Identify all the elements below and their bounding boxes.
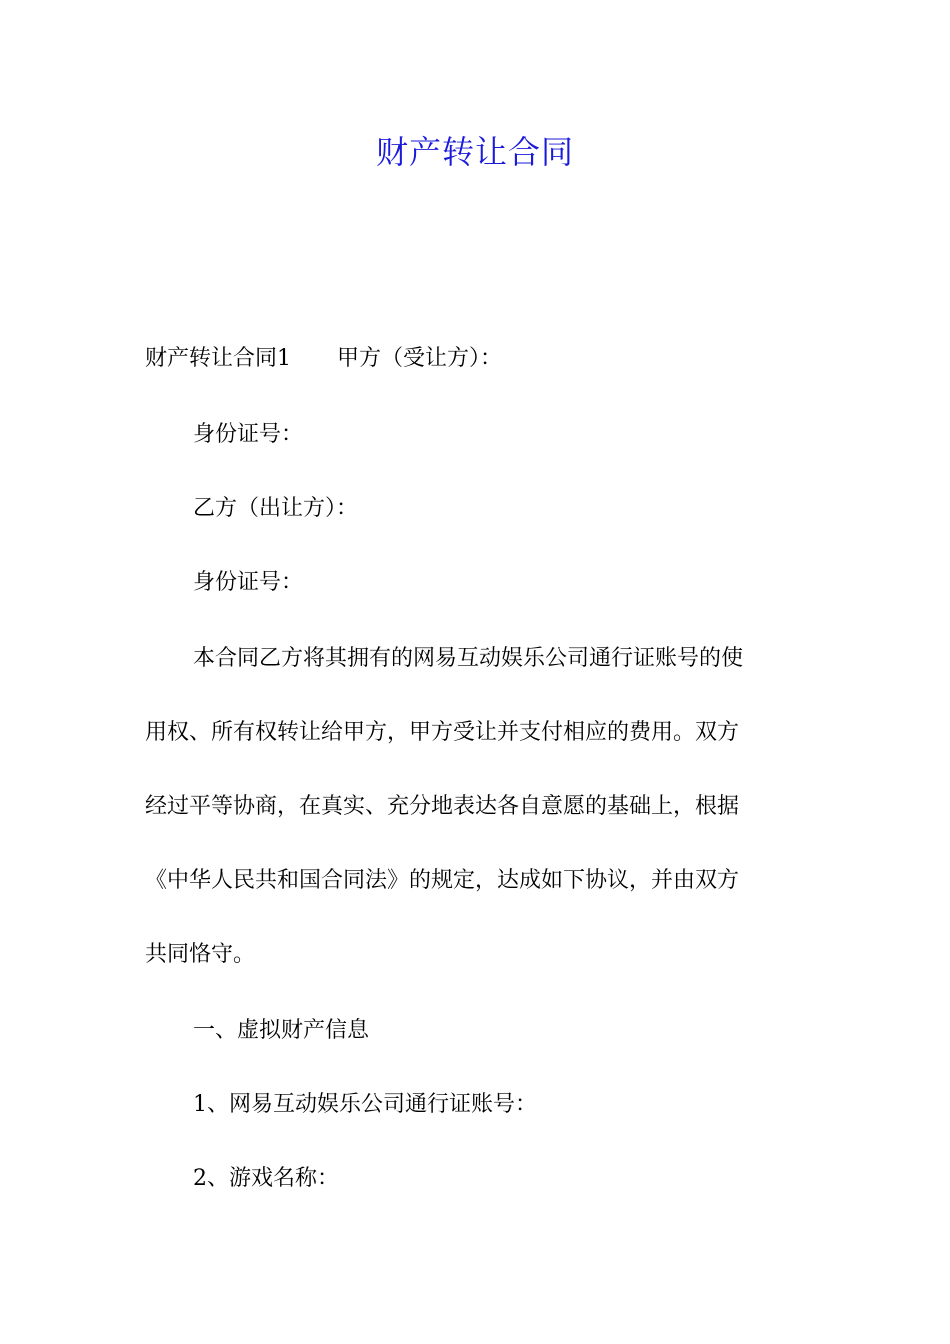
section-heading: 一、虚拟财产信息 bbox=[193, 1018, 370, 1043]
heading-line bbox=[145, 344, 805, 374]
party-a-id-label: 身份证号： bbox=[193, 422, 304, 447]
document-title: 财产转让合同 bbox=[375, 133, 574, 171]
party-a-label: 甲方（受让方）： bbox=[337, 346, 503, 371]
party-b-label: 乙方（出让方）： bbox=[193, 496, 359, 521]
paragraph-line: 《中华人民共和国合同法》的规定，达成如下协议，并由双方 bbox=[145, 868, 740, 893]
paragraph-line: 经过平等协商，在真实、充分地表达各自意愿的基础上，根据 bbox=[145, 794, 740, 819]
party-b-id-label: 身份证号： bbox=[193, 570, 304, 595]
paragraph-line: 共同恪守。 bbox=[145, 942, 256, 967]
paragraph-line: 用权、所有权转让给甲方，甲方受让并支付相应的费用。双方 bbox=[145, 720, 740, 745]
contract-label: 财产转让合同1 bbox=[145, 346, 291, 371]
list-item: 1、网易互动娱乐公司通行证账号： bbox=[193, 1092, 537, 1117]
list-item: 2、游戏名称： bbox=[193, 1166, 339, 1191]
paragraph-line: 本合同乙方将其拥有的网易互动娱乐公司通行证账号的使 bbox=[193, 646, 744, 671]
